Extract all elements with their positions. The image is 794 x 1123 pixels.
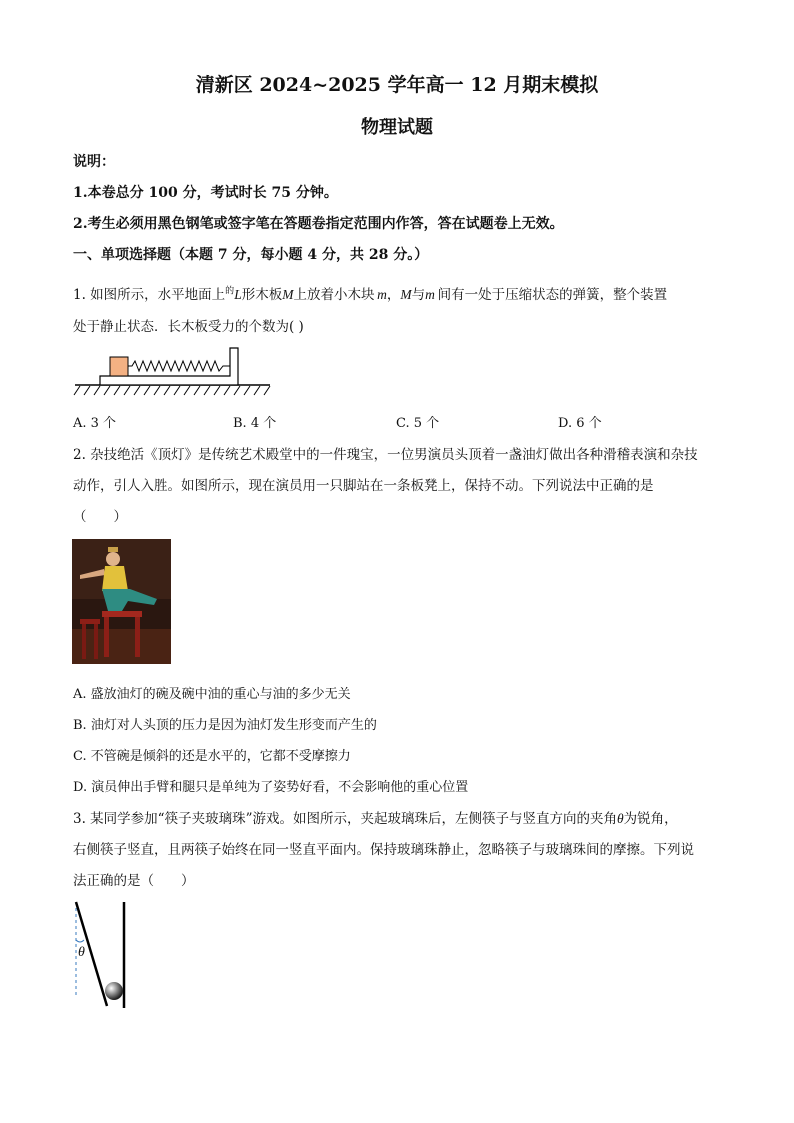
text-run: 上放着小木块 bbox=[293, 287, 375, 303]
page-title: 清新区 2024~2025 学年高一 12 月期末模拟 bbox=[195, 74, 599, 96]
question-2-text: 2. 杂技绝活《顶灯》是传统艺术殿堂中的一件瑰宝，一位男演员头顶着一盏油灯做出各种滑稽表演和杂技 bbox=[73, 447, 698, 463]
question-2-text-line3: （ ） bbox=[73, 509, 127, 525]
question-3-text-line3: 法正确的是（ ） bbox=[73, 873, 195, 889]
q2-option-b: B. 油灯对人头顶的压力是因为油灯发生形变而产生的 bbox=[73, 718, 377, 733]
q1-option-c: C. 5 个 bbox=[396, 416, 440, 431]
math-symbol: M bbox=[400, 287, 412, 302]
q2-option-d: D. 演员伸出手臂和腿只是单纯为了姿势好看，不会影响他的重心位置 bbox=[73, 780, 469, 795]
text-run: 与 bbox=[411, 287, 426, 303]
question-1-text-line2: 处于静止状态．长木板受力的个数为( ) bbox=[73, 319, 304, 335]
instructions-label: 说明： bbox=[73, 154, 115, 170]
instruction-item: 2.考生必须用黑色钢笔或签字笔在答题卷指定范围内作答，答在试题卷上无效。 bbox=[73, 216, 564, 232]
question-3-text bbox=[73, 807, 678, 827]
question-1-text bbox=[73, 283, 667, 303]
q1-option-b: B. 4 个 bbox=[233, 416, 277, 431]
math-symbol: m bbox=[425, 287, 435, 302]
question-2-text-line2: 动作，引人入胜。如图所示，现在演员用一只脚站在一条板凳上，保持不动。下列说法中正确的是 bbox=[73, 478, 654, 494]
text-run: 的 bbox=[225, 286, 235, 297]
board-spring-figure bbox=[70, 345, 275, 405]
text-run: 间有一处于压缩状态的弹簧，整个装置 bbox=[437, 287, 668, 303]
math-symbol: M bbox=[282, 287, 294, 302]
instruction-item: 1.本卷总分 100 分，考试时长 75 分钟。 bbox=[73, 185, 338, 201]
text-run: 形木板 bbox=[241, 287, 283, 303]
text-run: 3. 某同学参加“筷子夹玻璃珠”游戏。如图所示，夹起玻璃珠后，左侧筷子与竖直方向的夹角 bbox=[73, 811, 617, 827]
q2-option-a: A. 盛放油灯的碗及碗中油的重心与油的多少无关 bbox=[73, 687, 351, 702]
acrobat-photo bbox=[72, 539, 171, 664]
section-heading: 一、单项选择题（本题 7 分，每小题 4 分，共 28 分。） bbox=[73, 247, 429, 263]
q1-option-a: A. 3 个 bbox=[73, 416, 117, 431]
q1-option-d: D. 6 个 bbox=[558, 416, 602, 431]
text-run: 为锐角， bbox=[623, 811, 678, 827]
math-symbol: L bbox=[234, 287, 242, 302]
page-subtitle: 物理试题 bbox=[361, 117, 433, 138]
math-symbol: m bbox=[377, 287, 387, 302]
math-symbol: θ bbox=[616, 811, 624, 826]
question-3-text-line2: 右侧筷子竖直，且两筷子始终在同一竖直平面内。保持玻璃珠静止，忽略筷子与玻璃珠间的摩擦。下列说 bbox=[73, 842, 694, 858]
theta-label: θ bbox=[78, 945, 85, 960]
q2-option-c: C. 不管碗是倾斜的还是水平的，它都不受摩擦力 bbox=[73, 749, 351, 764]
text-run: 1. 如图所示，水平地面上 bbox=[73, 287, 226, 303]
text-run: ， bbox=[386, 287, 401, 303]
